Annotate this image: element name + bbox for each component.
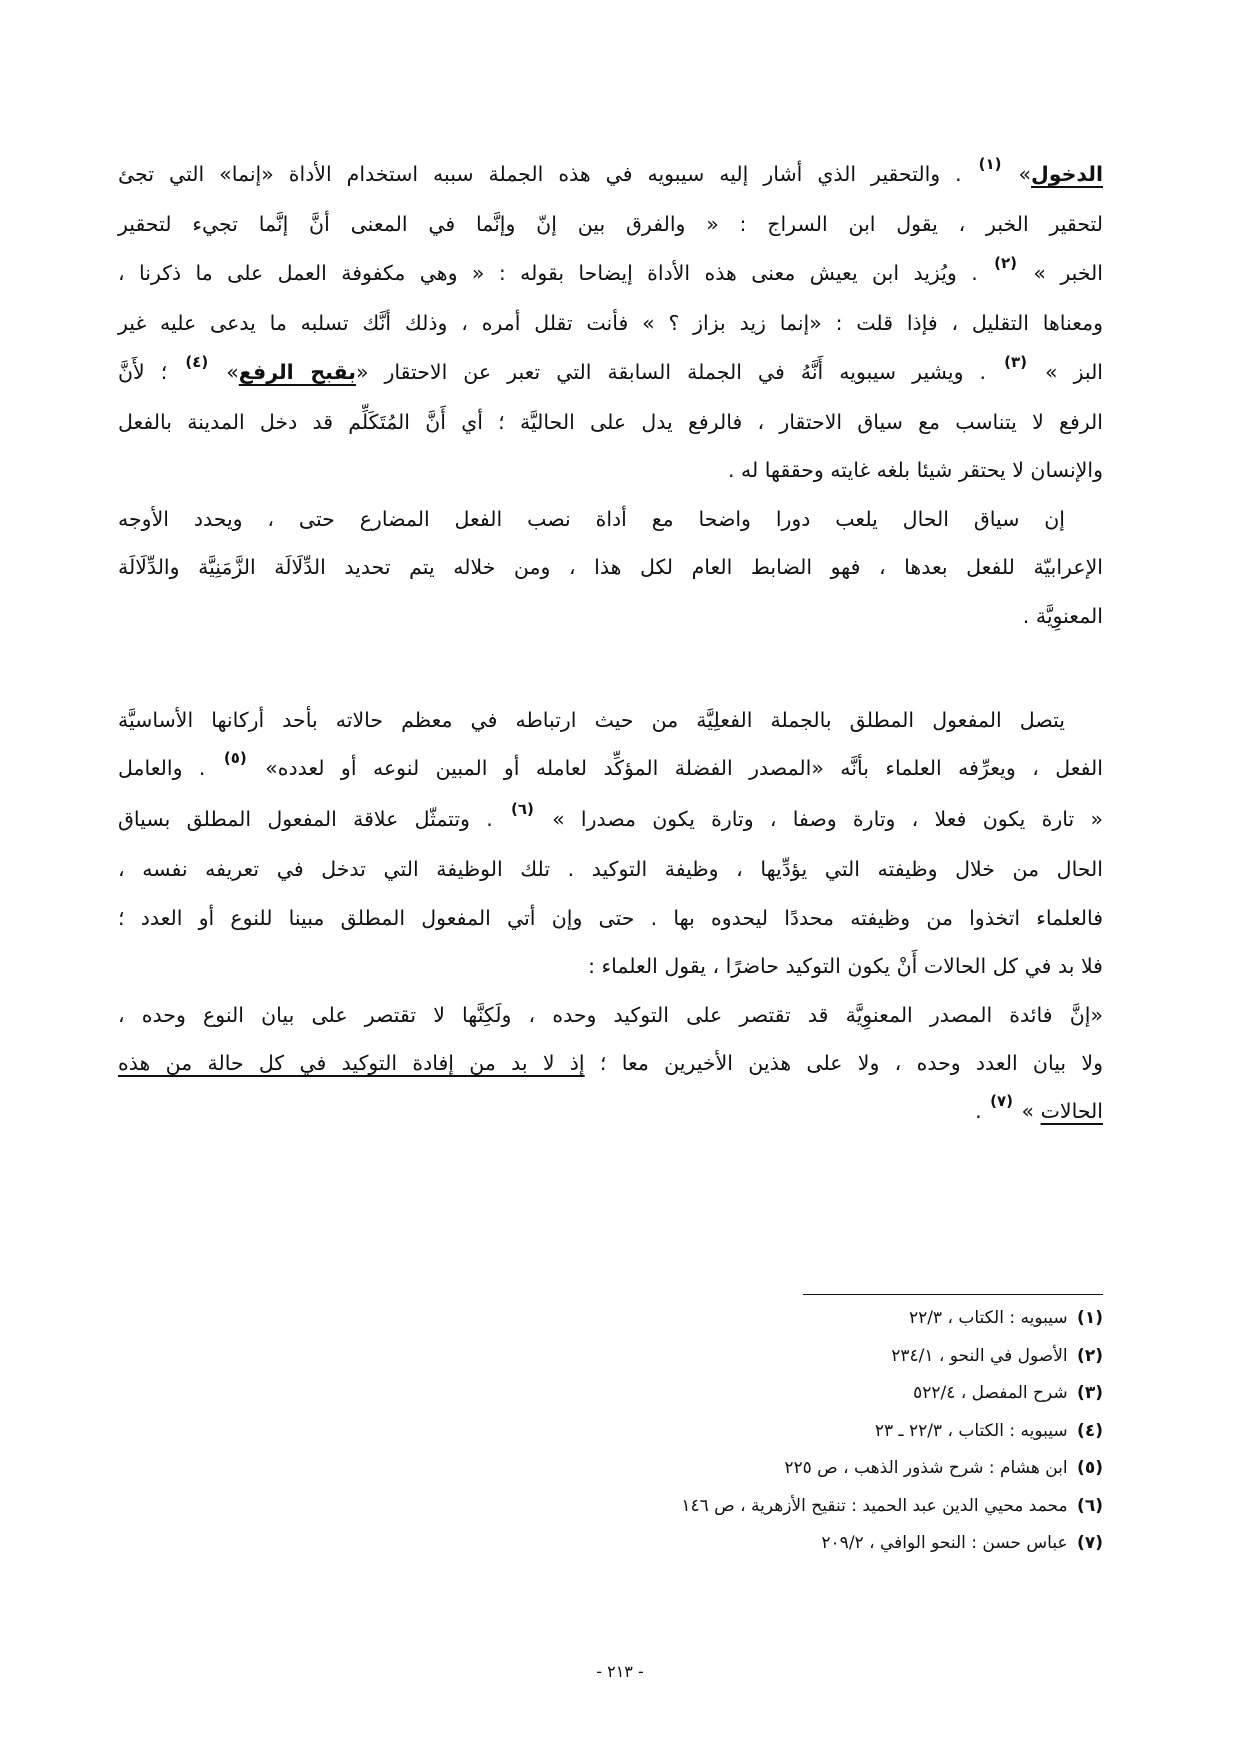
footnote-item [118, 1450, 1103, 1488]
text-segment: الخبر » [1019, 260, 1103, 285]
emphasis-text: الدخول [1031, 162, 1103, 186]
footnote-ref[interactable]: (٧) [990, 1092, 1013, 1111]
footnote-number: (١) [1077, 1308, 1103, 1328]
text-segment: الفعل ، ويعرِّفه العلماء بأنَّه «المصدر الفضلة المؤكِّد لعامله أو المبين لنوعه أو لعدده» [248, 756, 1103, 781]
footnote-text: محمد محيي الدين عبد الحميد : تنقيح الأزهرية ، ص ١٤٦ [681, 1495, 1074, 1516]
footnote-ref[interactable]: (٦) [510, 799, 534, 818]
document-body [118, 150, 1103, 1138]
text-line: لتحقير الخبر ، يقول ابن السراج : « والفرق بين إنّ وإنَّما في المعنى أنَّ إنَّما تجيء لتحقير [118, 212, 1103, 237]
footnote-number: (٣) [1077, 1383, 1103, 1403]
text-segment: . ويُزيد ابن يعيش معنى هذه الأداة إيضاحا بقوله : « وهي مكفوفة العمل على ما ذكرنا ، [118, 260, 993, 285]
text-line: والإنسان لا يحتقر شيئا بلغه غايته وحققها له . [728, 458, 1103, 483]
footnote-item [118, 1338, 1103, 1376]
text-segment: ؛ لأَنَّ [118, 359, 184, 384]
footnote-ref[interactable]: (١) [978, 155, 1002, 173]
text-line: «إنَّ فائدة المصدر المعنوِيَّة قد تقتصر على التوكيد وحده ، ولَكِنَّها لا تقتصر على بيان النوع وحده ، [118, 1002, 1103, 1027]
text-line: فلا بد في كل الحالات أَنْ يكون التوكيد حاضرًا ، يقول العلماء : [588, 954, 1103, 979]
text-line: إن سياق الحال يلعب دورا واضحا مع أداة نصب الفعل المضارع حتى ، ويحدد الأوجه [118, 506, 1065, 531]
emphasis-text: بقبح الرفع [238, 359, 356, 384]
text-line [118, 150, 1103, 200]
underlined-text: إذ لا بد من إفادة التوكيد في كل حالة من هذه [118, 1050, 585, 1075]
paragraph-3 [118, 696, 1103, 1138]
text-segment: . والعامل [118, 756, 222, 781]
text-line: يتصل المفعول المطلق بالجملة الفعلِيَّة من حيث ارتباطه في معظم حالاته بأحد أركانها الأساسيَّة [118, 708, 1065, 733]
text-segment: . ويشير سيبويه أَنَّهُ في الجملة السابقة التي تعبر عن الاحتقار « [355, 359, 1003, 384]
footnote-ref[interactable]: (٥) [223, 749, 247, 768]
footnote-number: (٢) [1077, 1345, 1103, 1366]
text-line [118, 348, 1103, 398]
footnote-item [118, 1300, 1103, 1338]
text-line [118, 795, 1103, 845]
footnote-ref[interactable]: (٢) [994, 253, 1017, 272]
footnote-text: سيبويه : الكتاب ، ٢٢/٣ [908, 1308, 1074, 1328]
text-segment: « تارة يكون فعلا ، وتارة وصفا ، وتارة يكون مصدرا » [535, 806, 1103, 831]
text-line [118, 1039, 1103, 1087]
text-line [118, 744, 1103, 794]
footnote-item [118, 1413, 1103, 1451]
footnote-text: عباس حسن : النحو الوافي ، ٢٠٩/٢ [821, 1533, 1074, 1553]
footnote-number: (٥) [1077, 1458, 1103, 1478]
footnote-number: (٦) [1077, 1495, 1103, 1516]
text-segment: . [975, 1099, 989, 1124]
text-segment: . والتحقير الذي أشار إليه سيبويه في هذه الجملة سببه استخدام الأداة «إنما» التي تجئ [118, 162, 977, 186]
footnote-text: ابن هشام : شرح شذور الذهب ، ص ٢٢٥ [784, 1458, 1074, 1478]
quote-mark: » [1015, 1099, 1041, 1124]
paragraph-1 [118, 150, 1103, 495]
text-line: المعنوِيَّة . [1022, 603, 1103, 628]
footnote-text: الأصول في النحو ، ٢٣٤/١ [891, 1345, 1074, 1366]
text-line: فالعلماء اتخذوا من وظيفته محددًا ليحدوه بها . حتى وإن أتي المفعول المطلق مبينا للنوع أو العدد ؛ [118, 905, 1103, 930]
text-line [118, 249, 1103, 299]
quote-mark: » [210, 359, 239, 384]
bullet-icon [1095, 656, 1103, 681]
text-line: الرفع لا يتناسب مع سياق الاحتقار ، فالرفع يدل على الحاليَّة ؛ أي أَنَّ المُتَكَلِّم قد دخل المدينة بالفعل [118, 410, 1103, 435]
text-line: الحال من خلال وظيفته التي يؤدِّيها ، وظيفة التوكيد . تلك الوظيفة التي تدخل في تعريفه نفسه ، [118, 857, 1103, 882]
text-line: الإعرابيّة للفعل بعدها ، فهو الضابط العام لكل هذا ، ومن خلاله يتم تحديد الدِّلَالَة الزَّمَنِيَّة والدِّلَالَة [118, 555, 1103, 580]
footnote-separator [803, 1294, 1103, 1295]
footnote-number: (٤) [1077, 1420, 1103, 1441]
text-line: ومعناها التقليل ، فإذا قلت : «إنما زيد بزاز ؟ » فأنت تقلل أمره ، وذلك أنَّك تسلبه ما يدعى عليه غير [118, 311, 1103, 336]
footnotes [118, 1300, 1103, 1563]
text-segment: . وتتمثّل علاقة المفعول المطلق بسياق [118, 806, 509, 831]
footnote-text: شرح المفصل ، ٥٢٢/٤ [913, 1383, 1074, 1403]
page-number: - ٢١٣ - [596, 1662, 644, 1681]
text-segment: البز » [1028, 359, 1104, 384]
footnote-item [118, 1525, 1103, 1563]
footnote-number: (٧) [1077, 1533, 1103, 1553]
text-line [118, 1087, 1103, 1137]
paragraph-2 [118, 495, 1103, 640]
footnote-ref[interactable]: (٣) [1004, 352, 1027, 371]
footnote-item [118, 1375, 1103, 1413]
underlined-text: الحالات [1040, 1099, 1103, 1124]
quote-mark: » [1003, 162, 1032, 186]
footnote-item [118, 1488, 1103, 1526]
section-heading [118, 640, 1103, 696]
text-segment: ولا بيان العدد وحده ، ولا على هذين الأخيرين معا ؛ [584, 1050, 1103, 1075]
footnote-ref[interactable]: (٤) [185, 352, 209, 371]
footnote-text: سيبويه : الكتاب ، ٢٢/٣ ـ ٢٣ [874, 1420, 1074, 1441]
